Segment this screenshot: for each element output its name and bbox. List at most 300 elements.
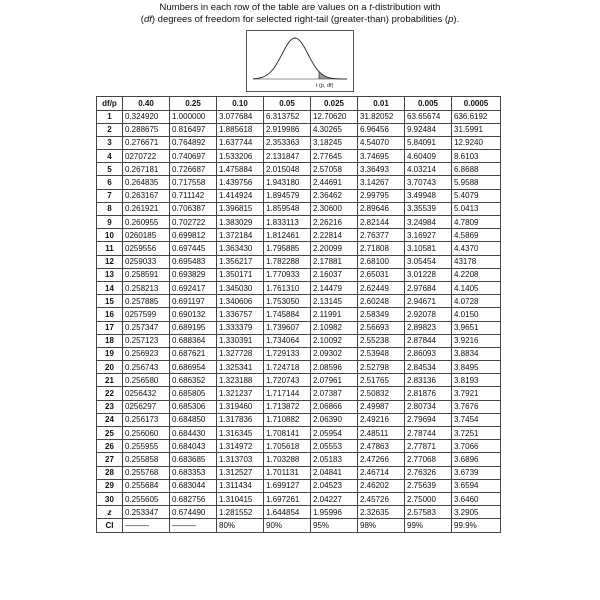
table-cell: 2.353363	[264, 136, 311, 149]
table-cell: 2.06866	[311, 400, 358, 413]
table-cell: 2.47266	[358, 453, 405, 466]
table-cell: 1.317836	[217, 413, 264, 426]
table-cell: 1.739607	[264, 321, 311, 334]
table-cell: 2.60248	[358, 295, 405, 308]
table-cell: 2.46714	[358, 466, 405, 479]
table-cell: 0.257347	[123, 321, 170, 334]
table-cell: 5.0413	[452, 202, 501, 215]
table-cell: 4.54070	[358, 136, 405, 149]
header-row	[97, 97, 501, 111]
table-cell: 1.708141	[264, 427, 311, 440]
row-label: 30	[97, 492, 123, 505]
table-row	[97, 453, 501, 466]
table-cell: 0.253347	[123, 506, 170, 519]
table-cell: 0.255605	[123, 492, 170, 505]
table-cell: 2.79694	[405, 413, 452, 426]
table-cell: 0.288675	[123, 123, 170, 136]
table-cell: 3.7251	[452, 427, 501, 440]
table-cell: 2.52798	[358, 361, 405, 374]
row-label: 4	[97, 150, 123, 163]
row-label: 9	[97, 216, 123, 229]
row-label: 1	[97, 110, 123, 123]
table-cell: 2.04841	[311, 466, 358, 479]
table-cell: 0.726687	[170, 163, 217, 176]
table-cell: 3.16927	[405, 229, 452, 242]
table-cell: 3.7454	[452, 413, 501, 426]
table-cell: 0.691197	[170, 295, 217, 308]
column-header-df: df/p	[97, 97, 123, 111]
table-cell: 12.70620	[311, 110, 358, 123]
table-cell: 2.13145	[311, 295, 358, 308]
table-cell: 43178	[452, 255, 501, 268]
table-cell: 1.729133	[264, 347, 311, 360]
table-row	[97, 189, 501, 202]
table-cell: 2.87844	[405, 334, 452, 347]
table-cell: 1.321237	[217, 387, 264, 400]
table-cell: 2.48511	[358, 427, 405, 440]
table-cell: 2.92078	[405, 308, 452, 321]
table-row	[97, 321, 501, 334]
table-cell: 636.6192	[452, 110, 501, 123]
table-row	[97, 110, 501, 123]
table-cell: 1.314972	[217, 440, 264, 453]
table-row	[97, 374, 501, 387]
table-cell: 2.56693	[358, 321, 405, 334]
row-label: 17	[97, 321, 123, 334]
table-cell: 2.89646	[358, 202, 405, 215]
table-cell: 2.68100	[358, 255, 405, 268]
table-cell: 2.89823	[405, 321, 452, 334]
row-label: 29	[97, 479, 123, 492]
column-header-p: 0.10	[217, 97, 264, 111]
table-cell: 2.05553	[311, 440, 358, 453]
table-cell: 2.05183	[311, 453, 358, 466]
table-cell: 0.702722	[170, 216, 217, 229]
table-cell: 1.701131	[264, 466, 311, 479]
table-cell: 3.077684	[217, 110, 264, 123]
table-cell: 63.65674	[405, 110, 452, 123]
table-cell: 1.310415	[217, 492, 264, 505]
table-cell: 0.684850	[170, 413, 217, 426]
table-cell: 1.281552	[217, 506, 264, 519]
table-cell: 1.705618	[264, 440, 311, 453]
table-cell: 0.764892	[170, 136, 217, 149]
table-cell: 2.77645	[311, 150, 358, 163]
table-cell: 1.770933	[264, 268, 311, 281]
table-cell: 2.04523	[311, 479, 358, 492]
table-cell: 3.2905	[452, 506, 501, 519]
table-cell: 2.57058	[311, 163, 358, 176]
table-cell: 99%	[405, 519, 452, 532]
table-row	[97, 466, 501, 479]
table-cell: 1.327728	[217, 347, 264, 360]
table-cell: 6.96456	[358, 123, 405, 136]
table-cell: 0.686352	[170, 374, 217, 387]
table-cell: 0.685805	[170, 387, 217, 400]
table-cell: 0.256173	[123, 413, 170, 426]
table-cell: 4.2208	[452, 268, 501, 281]
table-cell: 3.14267	[358, 176, 405, 189]
table-cell: 1.311434	[217, 479, 264, 492]
table-cell: 1.795885	[264, 242, 311, 255]
table-cell: 3.7676	[452, 400, 501, 413]
table-cell: 1.699127	[264, 479, 311, 492]
table-cell: 3.8495	[452, 361, 501, 374]
table-cell: 0.711142	[170, 189, 217, 202]
table-caption	[0, 2, 600, 26]
table-cell: 1.372184	[217, 229, 264, 242]
table-cell: 3.05454	[405, 255, 452, 268]
table-cell: 4.1405	[452, 281, 501, 294]
table-cell: 2.07961	[311, 374, 358, 387]
table-row	[97, 136, 501, 149]
table-cell: 0.255955	[123, 440, 170, 453]
table-cell: 0.689195	[170, 321, 217, 334]
t-distribution-figure	[246, 30, 354, 92]
table-cell: 0.706387	[170, 202, 217, 215]
row-label: 2	[97, 123, 123, 136]
table-cell: 2.80734	[405, 400, 452, 413]
column-header-p: 0.005	[405, 97, 452, 111]
table-cell: 0.686954	[170, 361, 217, 374]
row-label: 13	[97, 268, 123, 281]
table-cell: 1.717144	[264, 387, 311, 400]
table-cell: 1.710882	[264, 413, 311, 426]
table-cell: 0259556	[123, 242, 170, 255]
table-cell: 3.35539	[405, 202, 452, 215]
table-cell: 0.261921	[123, 202, 170, 215]
table-cell: 1.885618	[217, 123, 264, 136]
column-header-p: 0.25	[170, 97, 217, 111]
table-row	[97, 334, 501, 347]
table-cell: 1.313703	[217, 453, 264, 466]
row-label: 15	[97, 295, 123, 308]
table-cell: 0.697445	[170, 242, 217, 255]
table-cell: 0.816497	[170, 123, 217, 136]
table-cell: 2.77068	[405, 453, 452, 466]
table-row	[97, 440, 501, 453]
table-cell: 0270722	[123, 150, 170, 163]
table-cell: ———	[170, 519, 217, 532]
table-cell: 2.09302	[311, 347, 358, 360]
table-cell: 1.000000	[170, 110, 217, 123]
table-cell: 0.267181	[123, 163, 170, 176]
row-label: 18	[97, 334, 123, 347]
table-cell: 2.77871	[405, 440, 452, 453]
caption-line-2: (df) degrees of freedom for selected right-tail (greater-than) probabilities (p).	[140, 14, 460, 25]
row-label: 12	[97, 255, 123, 268]
table-cell: 0.258213	[123, 281, 170, 294]
table-cell: 3.6739	[452, 466, 501, 479]
row-label: 6	[97, 176, 123, 189]
row-label: 8	[97, 202, 123, 215]
table-row	[97, 427, 501, 440]
table-cell: 0260185	[123, 229, 170, 242]
table-cell: 0.255768	[123, 466, 170, 479]
row-label: 3	[97, 136, 123, 149]
table-cell: 0.257885	[123, 295, 170, 308]
table-cell: 1.713872	[264, 400, 311, 413]
table-cell: 0.688364	[170, 334, 217, 347]
table-cell: 2.76326	[405, 466, 452, 479]
table-row	[97, 361, 501, 374]
row-label: 10	[97, 229, 123, 242]
table-cell: 0.263167	[123, 189, 170, 202]
table-cell: 2.94671	[405, 295, 452, 308]
table-cell: 2.58349	[358, 308, 405, 321]
table-cell: 2.55238	[358, 334, 405, 347]
row-label: 7	[97, 189, 123, 202]
column-header-p: 0.01	[358, 97, 405, 111]
table-cell: 2.99795	[358, 189, 405, 202]
table-cell: 9.92484	[405, 123, 452, 136]
table-cell: 1.833113	[264, 216, 311, 229]
table-cell: ———	[123, 519, 170, 532]
table-row	[97, 202, 501, 215]
table-cell: 4.60409	[405, 150, 452, 163]
table-cell: 0.717558	[170, 176, 217, 189]
table-cell: 1.312527	[217, 466, 264, 479]
table-cell: 0.256580	[123, 374, 170, 387]
table-cell: 1.316345	[217, 427, 264, 440]
table-cell: 95%	[311, 519, 358, 532]
table-cell: 1.439756	[217, 176, 264, 189]
table-row	[97, 150, 501, 163]
t-distribution-table	[96, 96, 501, 533]
row-label: 20	[97, 361, 123, 374]
table-cell: 3.24984	[405, 216, 452, 229]
table-cell: 2.49216	[358, 413, 405, 426]
table-cell: 0257599	[123, 308, 170, 321]
table-cell: 31.5991	[452, 123, 501, 136]
table-cell: 0.260955	[123, 216, 170, 229]
table-cell: 2.82144	[358, 216, 405, 229]
table-cell: 2.04227	[311, 492, 358, 505]
table-cell: 2.57583	[405, 506, 452, 519]
table-row	[97, 308, 501, 321]
table-cell: 1.637744	[217, 136, 264, 149]
table-cell: 3.6460	[452, 492, 501, 505]
table-cell: 2.71808	[358, 242, 405, 255]
table-row	[97, 413, 501, 426]
table-cell: 2.65031	[358, 268, 405, 281]
table-cell: 0259033	[123, 255, 170, 268]
table-cell: 2.22814	[311, 229, 358, 242]
row-label: 22	[97, 387, 123, 400]
table-cell: 4.5869	[452, 229, 501, 242]
table-cell: 0256297	[123, 400, 170, 413]
table-cell: 2.75639	[405, 479, 452, 492]
table-body	[97, 110, 501, 532]
table-row	[97, 255, 501, 268]
table-cell: 0.695483	[170, 255, 217, 268]
table-cell: 0.740697	[170, 150, 217, 163]
table-cell: 1.356217	[217, 255, 264, 268]
row-label: 19	[97, 347, 123, 360]
row-label: 27	[97, 453, 123, 466]
table-cell: 2.015048	[264, 163, 311, 176]
table-row	[97, 519, 501, 532]
row-label: 21	[97, 374, 123, 387]
table-cell: 1.724718	[264, 361, 311, 374]
table-cell: 1.734064	[264, 334, 311, 347]
table-cell: 2.50832	[358, 387, 405, 400]
row-label: 11	[97, 242, 123, 255]
row-label: 16	[97, 308, 123, 321]
table-cell: 2.08596	[311, 361, 358, 374]
table-cell: 1.319460	[217, 400, 264, 413]
table-cell: 3.74695	[358, 150, 405, 163]
table-cell: 4.0728	[452, 295, 501, 308]
table-cell: 2.26216	[311, 216, 358, 229]
table-cell: 0.256923	[123, 347, 170, 360]
table-cell: 0.683685	[170, 453, 217, 466]
table-row	[97, 123, 501, 136]
table-cell: 3.49948	[405, 189, 452, 202]
table-cell: 2.131847	[264, 150, 311, 163]
table-cell: 1.812461	[264, 229, 311, 242]
table-cell: 2.14479	[311, 281, 358, 294]
table-cell: 0.699812	[170, 229, 217, 242]
table-cell: 2.45726	[358, 492, 405, 505]
table-cell: 2.75000	[405, 492, 452, 505]
row-label: 24	[97, 413, 123, 426]
table-cell: 1.350171	[217, 268, 264, 281]
table-row	[97, 387, 501, 400]
table-cell: 1.644854	[264, 506, 311, 519]
row-label: 25	[97, 427, 123, 440]
row-label: 5	[97, 163, 123, 176]
table-cell: 3.9651	[452, 321, 501, 334]
table-cell: 6.313752	[264, 110, 311, 123]
table-cell: 2.32635	[358, 506, 405, 519]
table-cell: 0.674490	[170, 506, 217, 519]
table-cell: 5.4079	[452, 189, 501, 202]
table-cell: 4.30265	[311, 123, 358, 136]
table-cell: 0.687621	[170, 347, 217, 360]
table-cell: 12.9240	[452, 136, 501, 149]
table-cell: 3.7066	[452, 440, 501, 453]
table-cell: 3.01228	[405, 268, 452, 281]
table-cell: 2.47863	[358, 440, 405, 453]
table-row	[97, 229, 501, 242]
table-cell: 2.20099	[311, 242, 358, 255]
table-cell: 0.257123	[123, 334, 170, 347]
table-cell: 1.340606	[217, 295, 264, 308]
table-row	[97, 268, 501, 281]
table-cell: 0.682756	[170, 492, 217, 505]
table-cell: 1.753050	[264, 295, 311, 308]
table-cell: 0.692417	[170, 281, 217, 294]
table-cell: 1.761310	[264, 281, 311, 294]
table-cell: 90%	[264, 519, 311, 532]
table-cell: 0.684430	[170, 427, 217, 440]
table-cell: 1.703288	[264, 453, 311, 466]
table-cell: 3.9216	[452, 334, 501, 347]
row-label: 14	[97, 281, 123, 294]
t-distribution-curve	[247, 31, 353, 91]
table-cell: 2.10092	[311, 334, 358, 347]
table-cell: 3.6594	[452, 479, 501, 492]
table-row	[97, 176, 501, 189]
table-cell: 80%	[217, 519, 264, 532]
table-cell: 5.84091	[405, 136, 452, 149]
table-cell: 2.76377	[358, 229, 405, 242]
table-cell: 1.943180	[264, 176, 311, 189]
table-cell: 3.70743	[405, 176, 452, 189]
table-cell: 2.81876	[405, 387, 452, 400]
table-cell: 1.325341	[217, 361, 264, 374]
row-label: 23	[97, 400, 123, 413]
table-cell: 8.6103	[452, 150, 501, 163]
table-cell: 99.9%	[452, 519, 501, 532]
table-cell: 2.44691	[311, 176, 358, 189]
table-cell: 1.894579	[264, 189, 311, 202]
table-cell: 5.9588	[452, 176, 501, 189]
table-cell: 0.255684	[123, 479, 170, 492]
table-cell: 0.324920	[123, 110, 170, 123]
row-label: CI	[97, 519, 123, 532]
table-cell: 1.782288	[264, 255, 311, 268]
row-label: 28	[97, 466, 123, 479]
table-cell: 0256432	[123, 387, 170, 400]
table-cell: 98%	[358, 519, 405, 532]
table-cell: 2.49987	[358, 400, 405, 413]
table-cell: 2.07387	[311, 387, 358, 400]
table-cell: 2.84534	[405, 361, 452, 374]
table-cell: 2.16037	[311, 268, 358, 281]
table-cell: 1.745884	[264, 308, 311, 321]
table-cell: 3.8834	[452, 347, 501, 360]
table-cell: 0.258591	[123, 268, 170, 281]
table-cell: 1.697261	[264, 492, 311, 505]
table-cell: 1.383029	[217, 216, 264, 229]
table-row	[97, 492, 501, 505]
column-header-p: 0.40	[123, 97, 170, 111]
table-cell: 2.97684	[405, 281, 452, 294]
table-cell: 0.256060	[123, 427, 170, 440]
table-cell: 1.330391	[217, 334, 264, 347]
table-cell: 1.414924	[217, 189, 264, 202]
table-cell: 3.36493	[358, 163, 405, 176]
column-header-p: 0.025	[311, 97, 358, 111]
table-cell: 4.4370	[452, 242, 501, 255]
table-cell: 2.46202	[358, 479, 405, 492]
table-cell: 2.78744	[405, 427, 452, 440]
table-row	[97, 400, 501, 413]
table-cell: 3.8193	[452, 374, 501, 387]
table-cell: 3.10581	[405, 242, 452, 255]
table-cell: 1.396815	[217, 202, 264, 215]
table-cell: 2.06390	[311, 413, 358, 426]
caption-line-1: Numbers in each row of the table are values on a t-distribution with	[159, 2, 441, 13]
table-cell: 0.256743	[123, 361, 170, 374]
table-cell: 31.82052	[358, 110, 405, 123]
table-cell: 6.8688	[452, 163, 501, 176]
table-cell: 0.683353	[170, 466, 217, 479]
table-cell: 2.919986	[264, 123, 311, 136]
table-cell: 2.53948	[358, 347, 405, 360]
table-row	[97, 216, 501, 229]
table-cell: 1.336757	[217, 308, 264, 321]
table-cell: 0.276671	[123, 136, 170, 149]
table-header	[97, 97, 501, 111]
table-cell: 4.03214	[405, 163, 452, 176]
critical-value-label: t (p, df)	[316, 83, 334, 89]
table-cell: 2.86093	[405, 347, 452, 360]
table-cell: 0.683044	[170, 479, 217, 492]
table-cell: 2.36462	[311, 189, 358, 202]
